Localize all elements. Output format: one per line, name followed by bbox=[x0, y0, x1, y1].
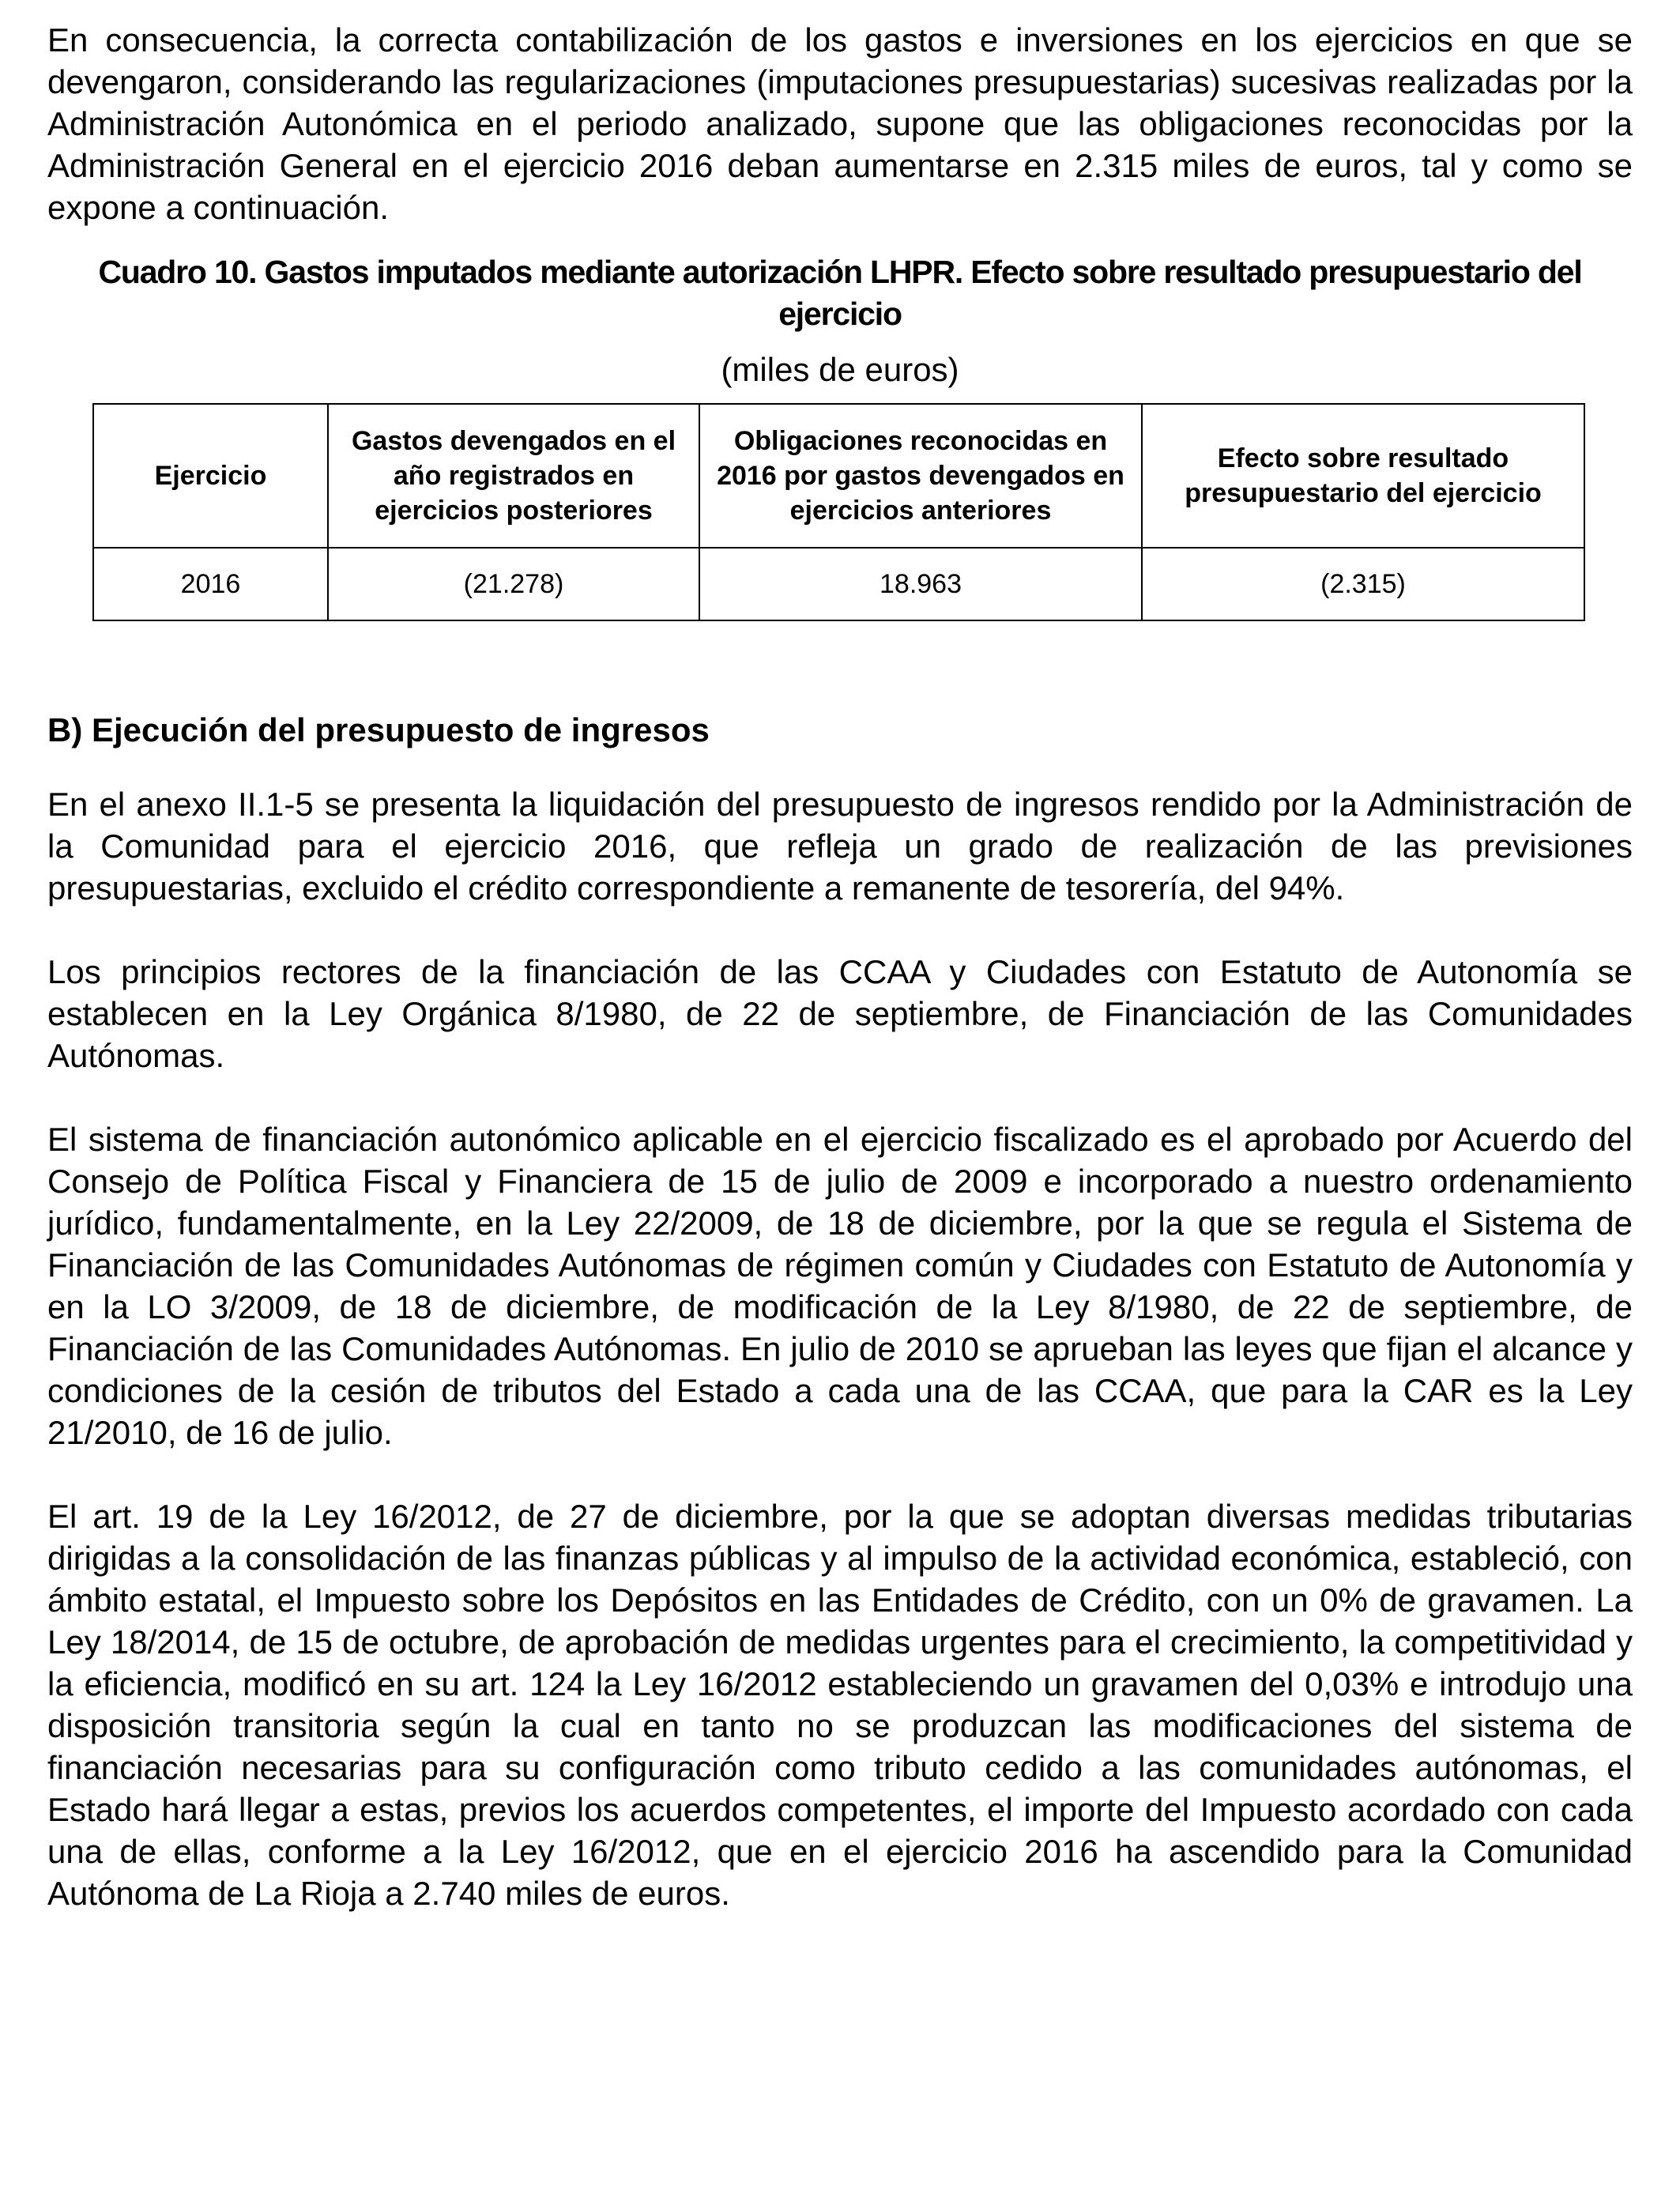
table-caption: Cuadro 10. Gastos imputados mediante autorización LHPR. Efecto sobre resultado presupuestario del ejercicio bbox=[98, 254, 1582, 332]
cell-gastos-devengados: (21.278) bbox=[328, 548, 699, 620]
paragraph-anexo: En el anexo II.1-5 se presenta la liquidación del presupuesto de ingresos rendido por la Administración de la Comunidad para el ejercicio 2016, que refleja un grado de realización de las previsiones presupuestarias, excluido el crédito correspondiente a remanente de tesorería, del 94%. bbox=[47, 786, 1633, 907]
table-units: (miles de euros) bbox=[721, 351, 959, 388]
paragraph-principios: Los principios rectores de la financiación de las CCAA y Ciudades con Estatuto de Autonomía se establecen en la Ley Orgánica 8/1980, de 22 de septiembre, de Financiación de las Comunidades Autónomas. bbox=[47, 953, 1633, 1074]
document-page bbox=[47, 19, 1633, 1914]
header-ejercicio: Ejercicio bbox=[93, 404, 328, 548]
header-gastos-devengados: Gastos devengados en el año registrados en ejercicios posteriores bbox=[328, 404, 699, 548]
cell-ejercicio: 2016 bbox=[93, 548, 328, 620]
cell-obligaciones-reconocidas: 18.963 bbox=[699, 548, 1142, 620]
paragraph-impuesto-depositos: El art. 19 de la Ley 16/2012, de 27 de diciembre, por la que se adoptan diversas medidas tributarias dirigidas a la consolidación de las finanzas públicas y al impulso de la actividad económica, estableció, con ámbito estatal, el Impuesto sobre los Depósitos en las Entidades de Crédito, con un 0% de gravamen. La Ley 18/2014, de 15 de octubre, de aprobación de medidas urgentes para el crecimiento, la competitividad y la eficiencia, modificó en su art. 124 la Ley 16/2012 estableciendo un gravamen del 0,03% e introdujo una disposición transitoria según la cual en tanto no se produzcan las modificaciones del sistema de financiación necesarias para su configuración como tributo cedido a las comunidades autónomas, el Estado hará llegar a estas, previos los acuerdos competentes, el importe del Impuesto acordado con cada una de ellas, conforme a la Ley 16/2012, que en el ejercicio 2016 ha ascendido para la Comunidad Autónoma de La Rioja a 2.740 miles de euros. bbox=[47, 1498, 1633, 1912]
table-header-row bbox=[93, 404, 1584, 548]
intro-paragraph: En consecuencia, la correcta contabilización de los gastos e inversiones en los ejercicios en que se devengaron, considerando las regularizaciones (imputaciones presupuestarias) sucesivas realizadas por la Administración Autonómica en el periodo analizado, supone que las obligaciones reconocidas por la Administración General en el ejercicio 2016 deban aumentarse en 2.315 miles de euros, tal y como se expone a continuación. bbox=[47, 21, 1633, 226]
section-heading: B) Ejecución del presupuesto de ingresos bbox=[47, 711, 710, 748]
budget-effect-table bbox=[92, 403, 1585, 621]
header-efecto-resultado: Efecto sobre resultado presupuestario del ejercicio bbox=[1142, 404, 1584, 548]
cell-efecto-resultado: (2.315) bbox=[1142, 548, 1584, 620]
table-row bbox=[93, 548, 1584, 620]
header-obligaciones-reconocidas: Obligaciones reconocidas en 2016 por gastos devengados en ejercicios anteriores bbox=[699, 404, 1142, 548]
paragraph-sistema-financiacion: El sistema de financiación autonómico aplicable en el ejercicio fiscalizado es el aprobado por Acuerdo del Consejo de Política Fiscal y Financiera de 15 de julio de 2009 e incorporado a nuestro ordenamiento jurídico, fundamentalmente, en la Ley 22/2009, de 18 de diciembre, por la que se regula el Sistema de Financiación de las Comunidades Autónomas de régimen común y Ciudades con Estatuto de Autonomía y en la LO 3/2009, de 18 de diciembre, de modificación de la Ley 8/1980, de 22 de septiembre, de Financiación de las Comunidades Autónomas. En julio de 2010 se aprueban las leyes que fijan el alcance y condiciones de la cesión de tributos del Estado a cada una de las CCAA, que para la CAR es la Ley 21/2010, de 16 de julio. bbox=[47, 1121, 1633, 1451]
